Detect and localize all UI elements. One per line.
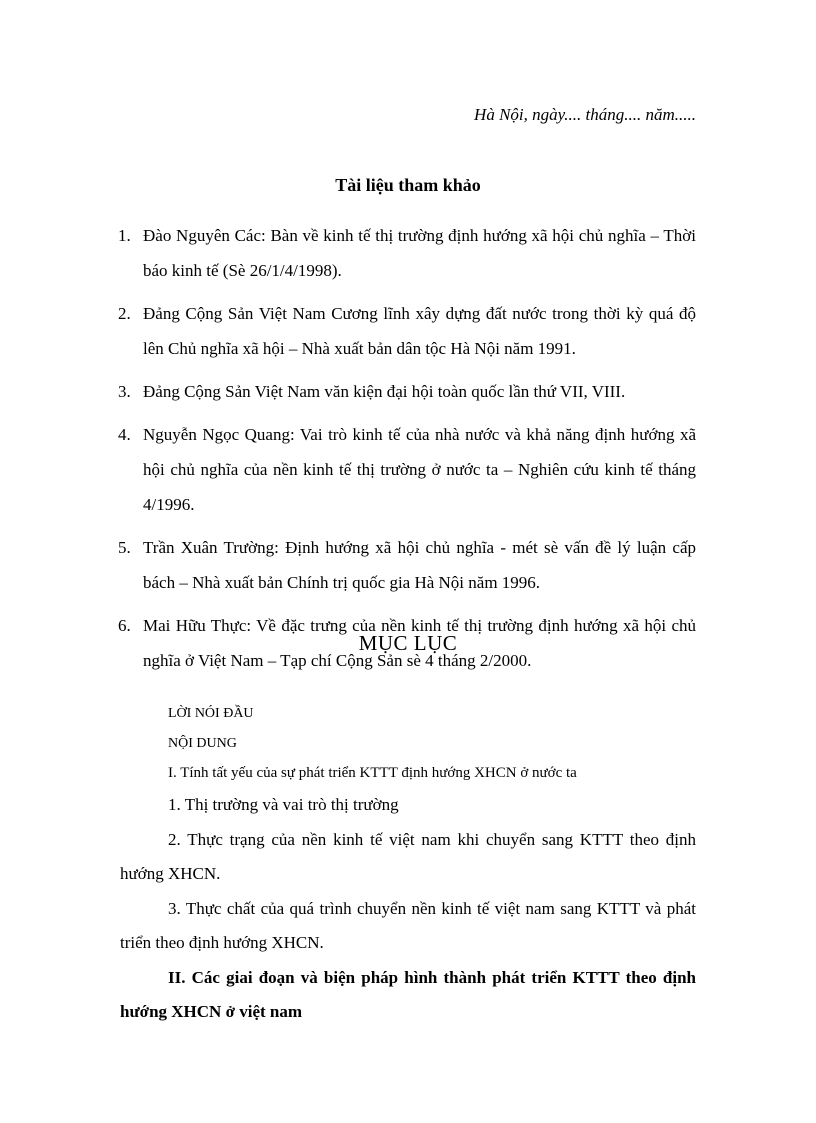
reference-text: Đào Nguyên Các: Bàn về kinh tế thị trường định hướng xã hội chủ nghĩa – Thời báo kinh tế (Sè 26/1/4/1998).	[143, 226, 696, 280]
toc-intro: LỜI NÓI ĐẦU	[168, 706, 254, 721]
reference-text: Đảng Cộng Sản Việt Nam Cương lĩnh xây dựng đất nước trong thời kỳ quá độ lên Chủ nghĩa xã hội – Nhà xuất bản dân tộc Hà Nội năm 1991.	[143, 304, 696, 358]
toc-item-2: 2. Thực trạng của nền kinh tế việt nam khi chuyển sang KTTT theo định hướng XHCN.	[120, 830, 696, 883]
toc-title: MỤC LỤC	[358, 631, 458, 655]
reference-item	[118, 417, 696, 522]
references-list	[118, 218, 696, 686]
toc-content: NỘI DUNG	[168, 736, 237, 751]
dateline: Hà Nội, ngày.... tháng.... năm.....	[474, 105, 696, 124]
reference-item	[118, 374, 696, 409]
reference-number: 2.	[118, 304, 131, 323]
reference-text: Nguyễn Ngọc Quang: Vai trò kinh tế của nhà nước và khả năng định hướng xã hội chủ nghĩa của nền kinh tế thị trường ở nước ta – Nghiên cứu kinh tế tháng 4/1996.	[143, 425, 696, 514]
toc-item-3: 3. Thực chất của quá trình chuyển nền kinh tế việt nam sang KTTT và phát triển theo định hướng XHCN.	[120, 899, 696, 952]
reference-number: 6.	[118, 616, 131, 635]
references-title: Tài liệu tham khảo	[335, 175, 481, 195]
reference-text: Trần Xuân Trường: Định hướng xã hội chủ nghĩa - mét sè vấn đề lý luận cấp bách – Nhà xuất bản Chính trị quốc gia Hà Nội năm 1996.	[143, 538, 696, 592]
toc-section-2: II. Các giai đoạn và biện pháp hình thành phát triển KTTT theo định hướng XHCN ở việt nam	[120, 968, 696, 1021]
reference-item	[118, 530, 696, 600]
reference-number: 3.	[118, 382, 131, 401]
toc-item-1: 1. Thị trường và vai trò thị trường	[168, 795, 399, 814]
reference-text: Đảng Cộng Sản Việt Nam văn kiện đại hội toàn quốc lần thứ VII, VIII.	[143, 382, 626, 401]
reference-number: 4.	[118, 425, 131, 444]
reference-item	[118, 296, 696, 366]
toc-section-1: I. Tính tất yếu của sự phát triển KTTT định hướng XHCN ở nước ta	[168, 765, 577, 781]
reference-number: 5.	[118, 538, 131, 557]
reference-number: 1.	[118, 226, 131, 245]
reference-item	[118, 218, 696, 288]
reference-text: Mai Hữu Thực: Về đặc trưng của nền kinh tế thị trường định hướng xã hội chủ nghĩa ở Việt Nam – Tạp chí Cộng Sản sè 4 tháng 2/2000.	[143, 616, 696, 670]
